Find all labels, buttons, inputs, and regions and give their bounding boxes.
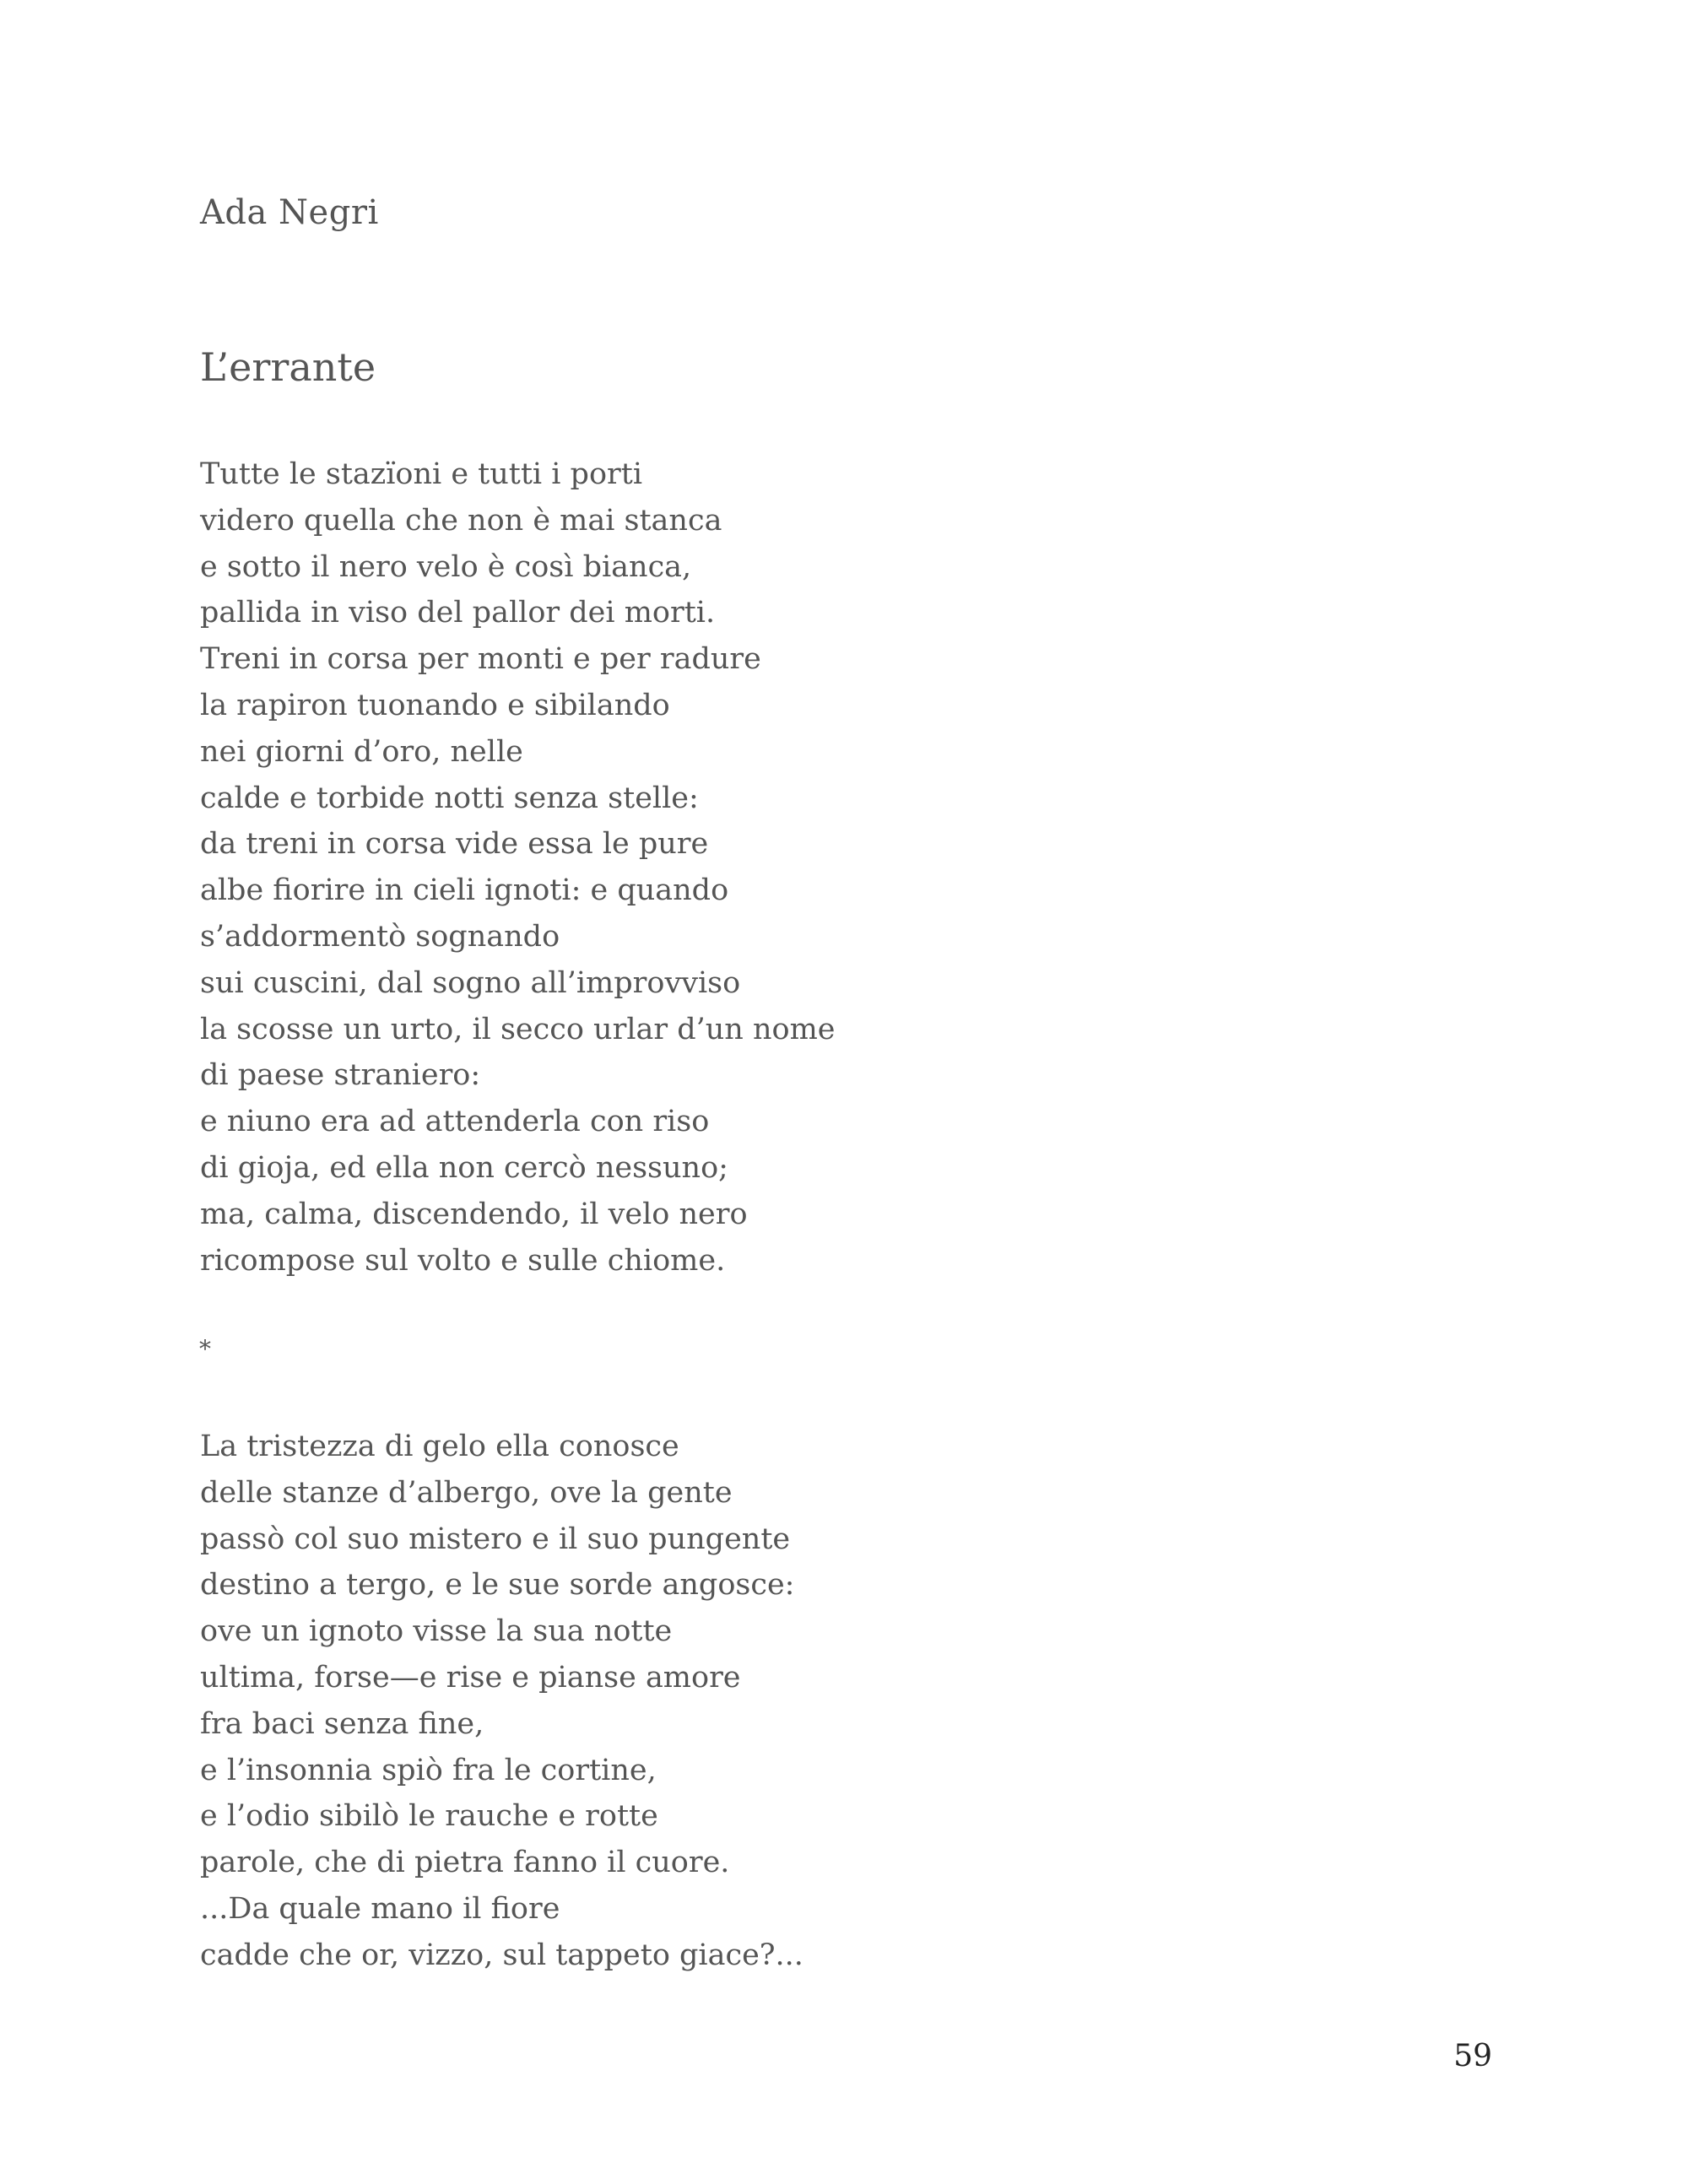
verse-line: da treni in corsa vide essa le pure xyxy=(200,827,709,862)
stanza-1 xyxy=(200,451,835,1284)
verse-line: La tristezza di gelo ella conosce xyxy=(200,1430,679,1463)
verse-line: albe fiorire in cieli ignoti: e quando xyxy=(200,873,729,908)
verse-line: videro quella che non è mai stanca xyxy=(200,503,722,538)
verse-line: calde e torbide notti senza stelle: xyxy=(200,781,699,815)
verse-line: la rapiron tuonando e sibilando xyxy=(200,688,670,722)
verse-line: la scosse un urto, il secco urlar d’un nome xyxy=(200,1012,836,1046)
verse-line: s’addormentò sognando xyxy=(200,919,560,954)
verse-line: Tutte le stazïoni e tutti i porti xyxy=(200,457,643,491)
verse-line: delle stanze d’albergo, ove la gente xyxy=(200,1475,733,1510)
author-name: Ada Negri xyxy=(200,193,379,232)
verse-line: ...Da quale mano il fiore xyxy=(200,1891,560,1926)
verse-line: passò col suo mistero e il suo pungente xyxy=(200,1522,791,1556)
verse-line: e l’odio sibilò le rauche e rotte xyxy=(200,1799,658,1834)
verse-line: destino a tergo, e le sue sorde angosce: xyxy=(200,1568,795,1603)
verse-line: ricompose sul volto e sulle chiome. xyxy=(200,1243,726,1278)
verse-line: ultima, forse—e rise e pianse amore xyxy=(200,1660,741,1695)
stanza-2 xyxy=(200,1424,803,1979)
verse-line: ma, calma, discendendo, il velo nero xyxy=(200,1197,748,1231)
verse-line: e niuno era ad attenderla con riso xyxy=(200,1105,710,1139)
section-separator: * xyxy=(199,1335,211,1363)
page-number: 59 xyxy=(1453,2039,1492,2073)
verse-line: pallida in viso del pallor dei morti. xyxy=(200,596,716,630)
verse-line: ove un ignoto visse la sua notte xyxy=(200,1614,673,1649)
verse-line: fra baci senza fine, xyxy=(200,1706,484,1741)
verse-line: e sotto il nero velo è così bianca, xyxy=(200,549,692,584)
verse-line: di paese straniero: xyxy=(200,1058,481,1093)
verse-line: e l’insonnia spiò fra le cortine, xyxy=(200,1753,657,1787)
verse-line: di gioja, ed ella non cercò nessuno; xyxy=(200,1150,728,1185)
verse-line: cadde che or, vizzo, sul tappeto giace?... xyxy=(200,1938,803,1972)
verse-line: Treni in corsa per monti e per radure xyxy=(200,642,761,677)
poem-title: L’errante xyxy=(200,344,376,390)
verse-line: nei giorni d’oro, nelle xyxy=(200,734,523,769)
verse-line: parole, che di pietra fanno il cuore. xyxy=(200,1846,730,1880)
verse-line: sui cuscini, dal sogno all’improvviso xyxy=(200,965,741,1000)
